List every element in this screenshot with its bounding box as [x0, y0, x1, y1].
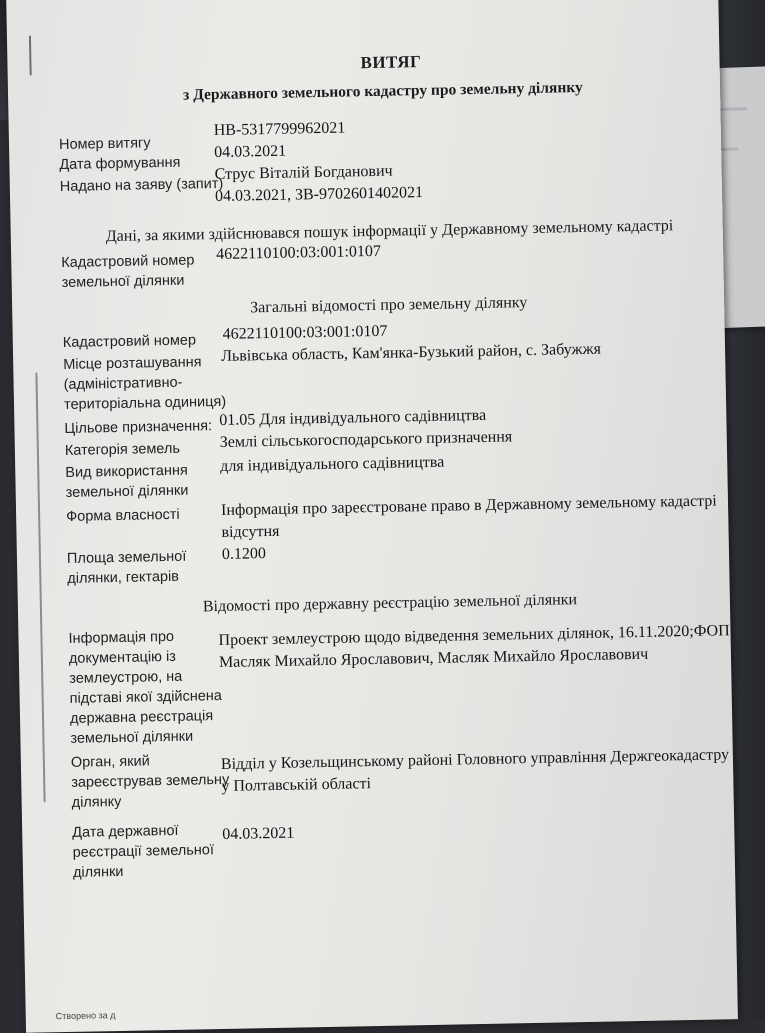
page-footer: Створено за д [55, 1010, 116, 1022]
cadastral-number-label: Кадастровий номер [62, 332, 197, 351]
extract-number-label: Номер витягу [58, 135, 151, 154]
search-cadastral-value: 4622110100:03:001:0107 [215, 242, 382, 264]
ownership-value: Інформація про зареєстроване право в Державному земельному кадастрі [220, 492, 717, 519]
authority-label-3: ділянку [71, 793, 122, 811]
documentation-label-2: документацію із [68, 648, 177, 667]
document-title: ВИТЯГ [360, 52, 422, 73]
authority-value-2: у Полтавській області [221, 775, 372, 796]
ownership-value-2: відсутня [221, 522, 280, 541]
binding-mark [35, 372, 45, 802]
area-label-2: ділянки, гектарів [67, 568, 180, 587]
area-label: Площа земельної [66, 548, 187, 567]
formation-date-value: 04.03.2021 [214, 142, 287, 162]
location-label-3: територіальна одиниця) [63, 393, 227, 413]
usage-value: для індивідуального садівництва [220, 453, 445, 475]
location-label-2: (адміністративно- [63, 374, 183, 393]
documentation-label-4: підставі якої здійснена [69, 687, 223, 707]
area-value: 0.1200 [221, 545, 267, 563]
request-label: Надано на заяву (запит) [59, 175, 224, 196]
usage-label: Вид використання [65, 462, 188, 481]
documentation-label-5: державна реєстрація [69, 708, 214, 727]
documentation-label-3: землеустрою, на [69, 668, 183, 687]
extract-number-value: НВ-5317799962021 [213, 119, 346, 140]
purpose-value: 01.05 Для індивідуального садівництва [219, 406, 487, 429]
search-cadastral-label-2: земельної ділянки [61, 272, 185, 291]
registration-date-label-3: ділянки [72, 863, 124, 881]
documentation-label: Інформація про [68, 628, 175, 647]
general-section-heading: Загальні відомості про земельну ділянку [250, 294, 528, 317]
usage-label-2: земельної ділянки [65, 482, 189, 501]
authority-value: Відділ у Козельщинському районі Головного управління Держгеокадастру [220, 746, 730, 774]
extract-page [6, 0, 738, 1033]
request-applicant: Струс Віталій Богданович [214, 162, 393, 184]
location-label: Місце розташування [63, 354, 202, 373]
search-cadastral-label: Кадастровий номер [61, 252, 195, 271]
authority-label: Орган, який [70, 753, 150, 771]
documentation-label-6: земельної ділянки [70, 728, 194, 747]
registration-date-label-2: реєстрації земельної [72, 842, 215, 861]
registration-date-label: Дата державної [72, 822, 179, 841]
formation-date-label: Дата формування [59, 154, 181, 174]
documentation-value-2: Масляк Михайло Ярославович, Масляк Михайло Ярославович [218, 645, 649, 672]
registration-date-value: 04.03.2021 [222, 824, 295, 844]
ownership-label: Форма власності [66, 506, 180, 525]
cadastral-number-value: 4622110100:03:001:0107 [222, 322, 388, 343]
binding-mark [29, 36, 32, 76]
documentation-value: Проект землеустрою щодо відведення земельних ділянок, 16.11.2020;ФОП [218, 622, 730, 650]
document-subtitle: з Державного земельного кадастру про земельну ділянку [182, 78, 583, 104]
location-value: Львівська область, Кам'янка-Бузький район, с. Забужжя [220, 340, 602, 365]
purpose-label: Цільове призначення: [64, 418, 213, 437]
land-category-label: Категорія земель [64, 440, 181, 459]
land-category-value: Землі сільськогосподарського призначення [219, 428, 513, 451]
search-section-heading: Дані, за якими здійснювався пошук інформації у Державному земельному кадастрі [105, 217, 674, 246]
request-details: 04.03.2021, ЗВ-9702601402021 [214, 184, 424, 206]
registration-section-heading: Відомості про державну реєстрацію земельної ділянки [202, 591, 578, 616]
authority-label-2: зареєстрував земельну [71, 771, 230, 791]
